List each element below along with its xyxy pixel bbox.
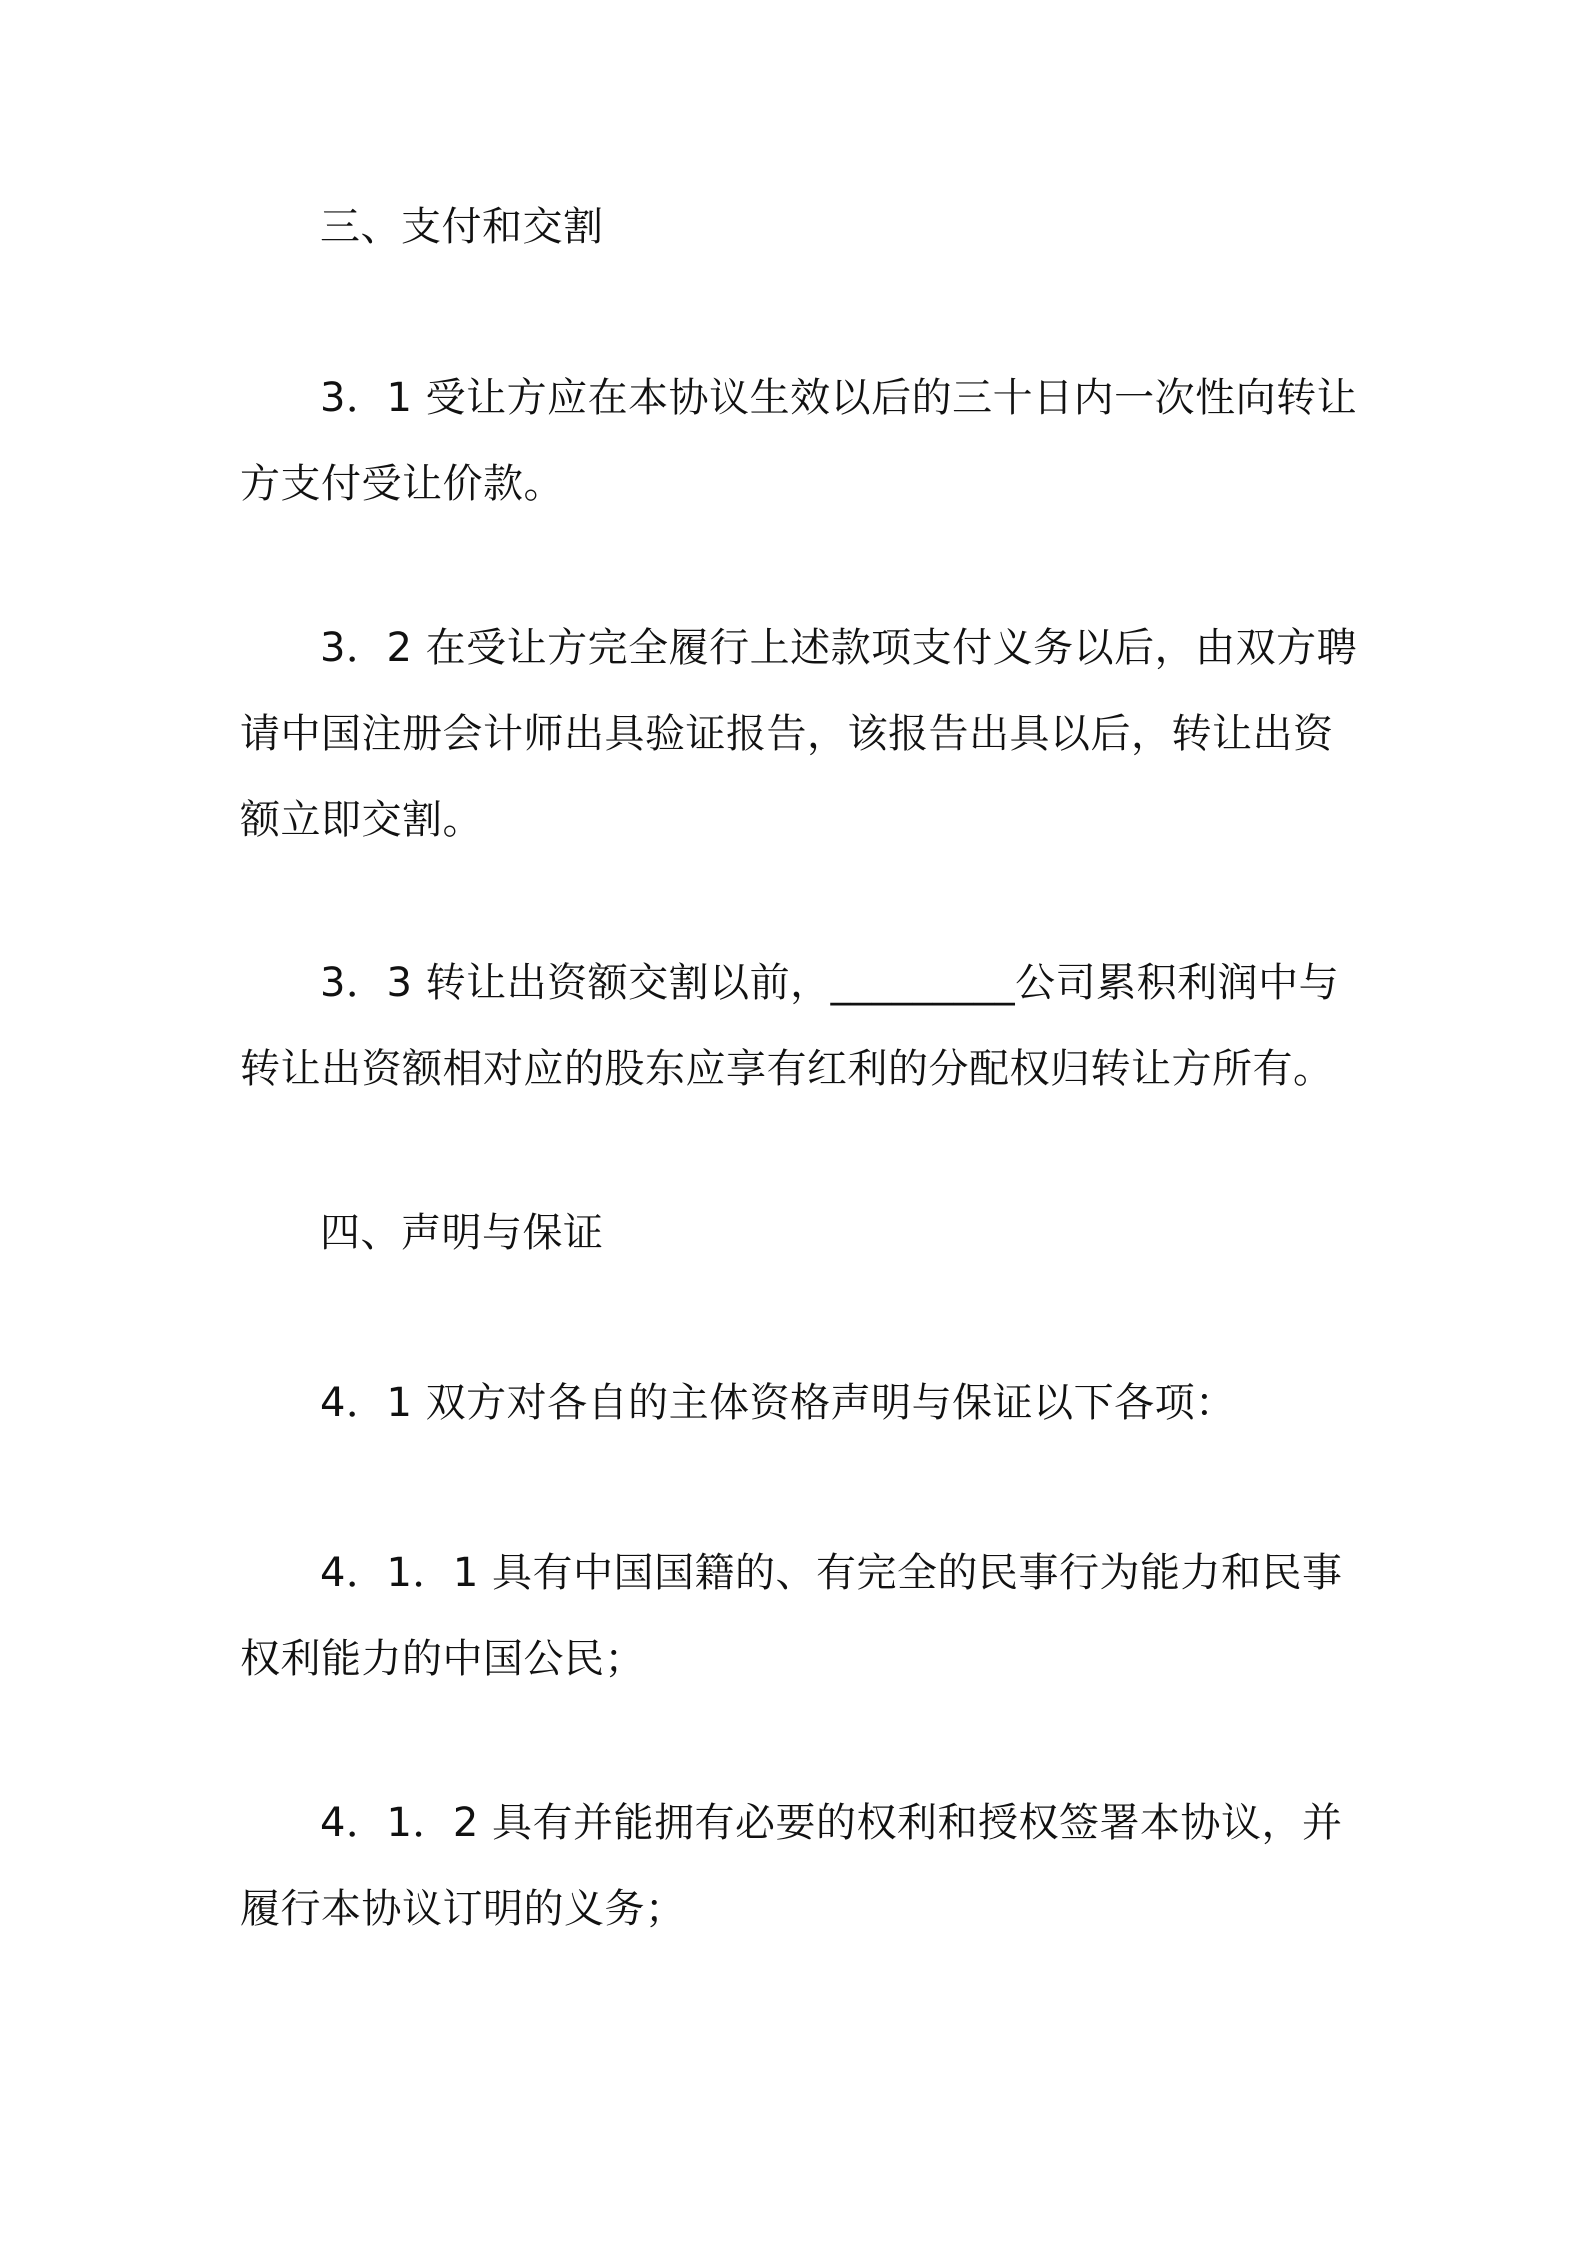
clause-3-2: 3．2 在受让方完全履行上述款项支付义务以后，由双方聘请中国注册会计师出具验证报告，该报告出具以后，转让出资额立即交割。 <box>240 625 1358 843</box>
clause-4-1-2: 4．1．2 具有并能拥有必要的权利和授权签署本协议，并履行本协议订明的义务； <box>240 1800 1343 1932</box>
clause-3-1: 3．1 受让方应在本协议生效以后的三十日内一次性向转让方支付受让价款。 <box>240 375 1358 507</box>
clause-4-1: 4．1 双方对各自的主体资格声明与保证以下各项： <box>320 1380 1236 1426</box>
section-heading-representations: 四、声明与保证 <box>320 1210 604 1256</box>
section-heading-payment: 三、支付和交割 <box>320 204 604 250</box>
clause-4-1-1: 4．1．1 具有中国国籍的、有完全的民事行为能力和民事权利能力的中国公民； <box>240 1550 1343 1682</box>
clause-3-3: 3．3 转让出资额交割以前，_________公司累积利润中与转让出资额相对应的股东应享有红利的分配权归转让方所有。 <box>240 960 1340 1092</box>
